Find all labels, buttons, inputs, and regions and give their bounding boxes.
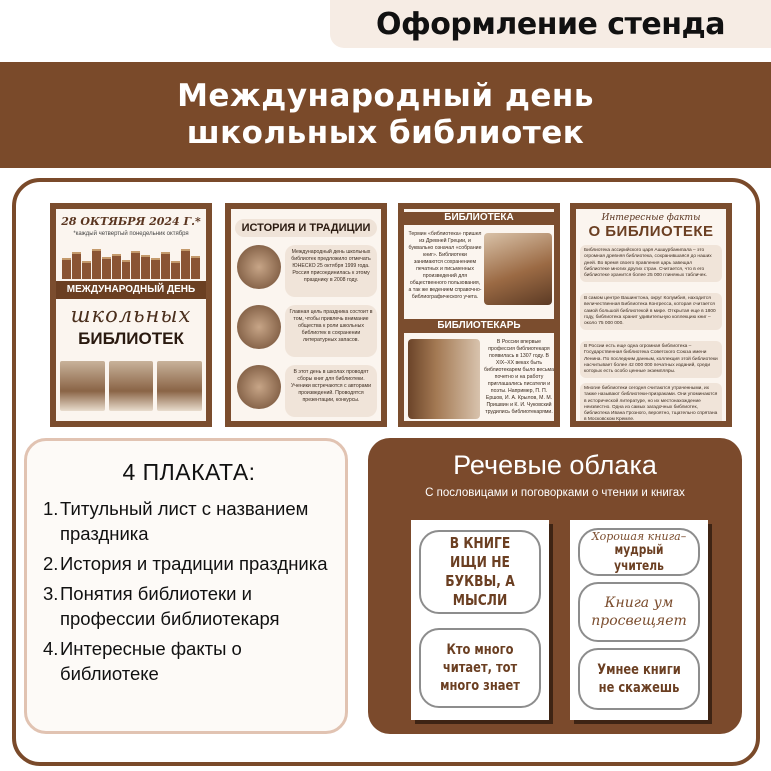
poster-date: 28 ОКТЯБРЯ 2024 Г.* [61,215,201,228]
proverb-text: мудрый учитель [614,542,664,574]
library-text: Термин «библиотека» пришел из Древней Греции, и буквально означал «собрание книг». Библиотеки занимаются сохранением печатных и письменных произведений для общественного пользования, а так же ведением справочно-библиографического учета. [408,231,482,300]
book-photo [237,245,281,289]
speech-cloud [419,530,541,614]
list-text: Титульный лист с названием праздника [60,498,309,544]
list-text: История и традиции праздника [60,553,328,574]
list-text: Понятия библиотеки и профессии библиотекаря [60,583,280,629]
title-banner [0,62,771,168]
history-text: В этот день в школах проводят сборы книг для библиотеки. Ученики встречаются с авторами произведений. Проводятся презентации, конкурсы. [285,365,377,417]
proverb-text: Умнее книги не скажешь [597,662,681,696]
speech-card [411,520,549,720]
fact-box: Многие библиотеки сегодня считаются утраченными, их также называют библиотеки-призраками. Они упоминаются в исторической литературе, но их местонахождение неизвестно. Одна из самых загадочных библиотек, библиотека Ивана Грозного, вероятно, тщательно спрятана в Московском Кремле. [580,383,722,421]
list-item [43,551,335,576]
poster-librarian-title: БИБЛИОТЕКАРЬ [404,319,554,333]
list-item [43,496,335,546]
history-row [237,245,377,297]
header-tab [330,0,771,48]
history-row [237,305,377,357]
clouds-subtitle: С пословицами и поговорками о чтении и книгах [425,487,685,499]
speech-clouds-panel [368,438,742,734]
list-number: 2. [43,553,59,574]
banner-line-1: Международный день [177,78,594,114]
clouds-title: Речевые облака [453,450,657,480]
speech-cloud [419,628,541,708]
proverb-text: В КНИГЕ ИЩИ НЕ БУКВЫ, А МЫСЛИ [445,534,515,609]
poster-facts-title: Интересные факты [601,213,701,223]
history-text: Главная цель праздника состоит в том, чтобы привлечь внимание общества к роли школьных библиотек в сохранении литературных запасов. [285,305,377,357]
speech-card [570,520,708,720]
list-number: 4. [43,638,59,659]
poster-history [225,203,387,427]
list-title: 4 ПЛАКАТА: [122,459,256,485]
list-number: 1. [43,498,59,519]
book-photo [237,305,281,349]
books-photo [484,233,552,305]
poster-library-title: БИБЛИОТЕКА [404,212,554,225]
poster-strip: МЕЖДУНАРОДНЫЙ ДЕНЬ [56,281,206,299]
proverb-text: Книга ум просвещяет [591,595,687,629]
header-title: Оформление стенда [376,6,725,42]
banner-line-2: школьных библиотек [186,115,585,151]
history-row [237,365,377,417]
poster-photos [60,361,202,411]
poster-history-title: ИСТОРИЯ И ТРАДИЦИИ [235,219,377,237]
poster-facts-title-main: О БИБЛИОТЕКЕ [588,223,714,240]
posters-list-panel [24,438,348,734]
list-number: 3. [43,583,59,604]
speech-cloud [578,648,700,710]
list-item [43,581,335,631]
poster-facts [570,203,732,427]
fact-box: В самом центре Вашингтона, округ Колумбия, находится величественная Библиотека Конгресса, которая считается самой большой библиотекой в мире. Открытая еще в 1800 году, библиотека хранит удивительную коллекцию книг – около 75 000 000. [580,293,722,330]
librarian-photo [408,339,480,419]
speech-cloud [578,528,700,576]
history-text: Международный день школьных библиотек предложило отмечать ЮНЕСКО 25 октября 1999 года. Россия присоединилась к этому празднику в 2008 году. [285,245,377,297]
proverb-text: Кто много читает, тот много знает [440,642,520,694]
proverb-text: Хорошая книга– [591,529,687,543]
speech-cloud [578,582,700,642]
fact-box: Библиотека ассирийского царя Ашшурбанипала – это огромная древняя библиотека, сохранившаяся до наших дней. Во время своего правления царь завещал библиотеке многих других стран. Считается, что в его библиотеке хранится более 25 000 глиняных табличек. [580,245,722,282]
bookshelf-image [62,249,200,279]
librarian-text: В России впервые профессия библиотекаря появилась в 1307 году. В XIX–XX веках быть библиотекарем было весьма почетно и на работу приглашались писатели и поэты. Например, П. П. Ершов, И. А. Крылов, М. М. Пришвин и К. И. Чуковский трудились библиотекарями. [484,339,554,415]
poster-title-page [50,203,212,427]
list-item [43,636,335,686]
list-text: Интересные факты о библиотеке [60,638,242,684]
poster-date-note: *каждый четвертый понедельник октября [73,231,189,237]
fact-box: В России есть еще одна огромная библиотека – Государственная библиотека Советского Союза имени Ленина. По последним данным, коллекция этой библиотеки насчитывает более 42 000 000 печатных изданий, среди которых есть особо ценные экземпляры. [580,341,722,378]
poster-word-libraries: БИБЛИОТЕК [78,329,184,348]
poster-library [398,203,560,427]
poster-word-schools: школьных [70,303,192,327]
book-photo [237,365,281,409]
